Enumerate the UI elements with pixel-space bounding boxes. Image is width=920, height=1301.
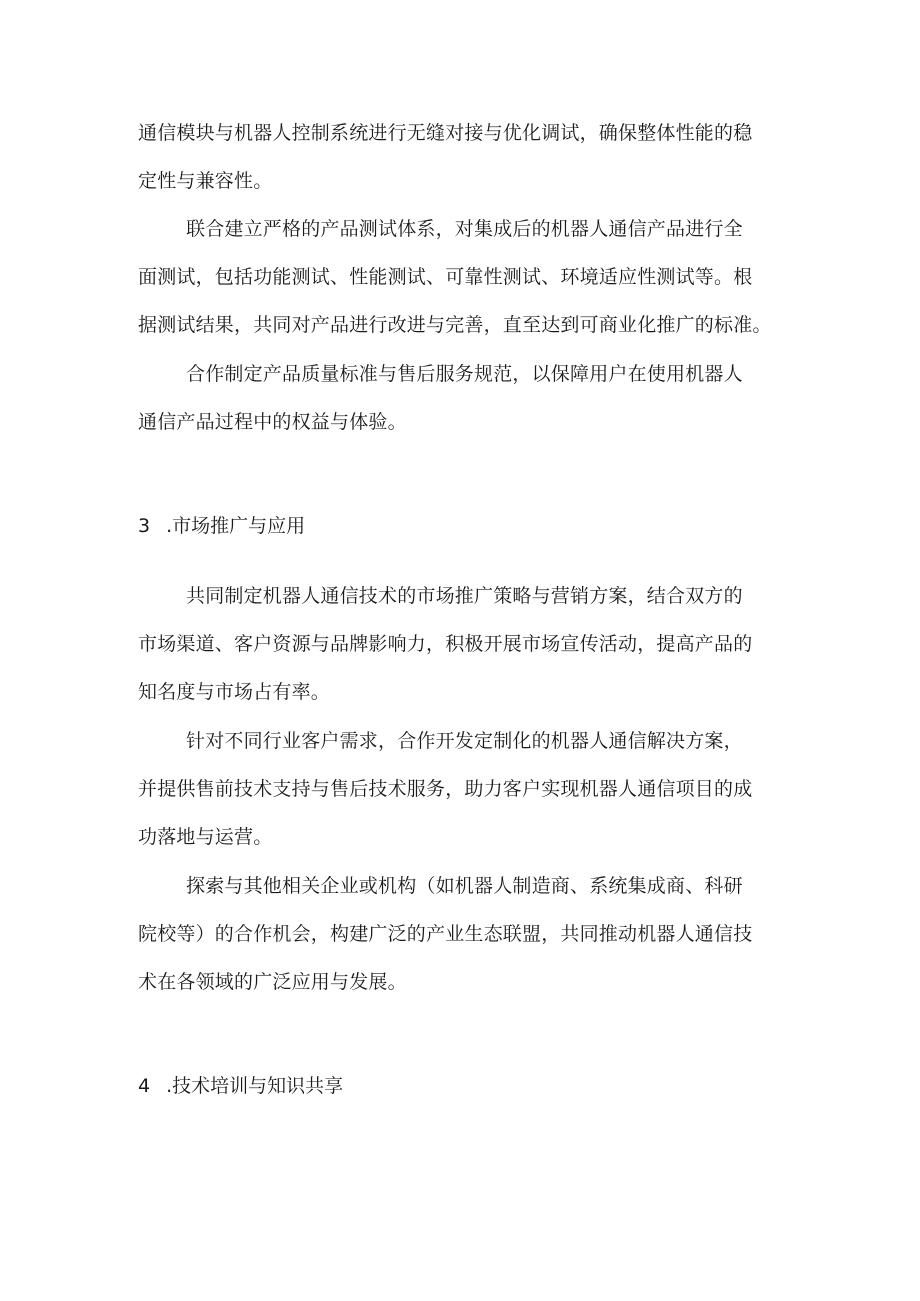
section-heading-3-number: 3 — [138, 515, 151, 537]
paragraph-6-line-2: 院校等）的合作机会，构建广泛的产业生态联盟，共同推动机器人通信技 — [138, 923, 753, 945]
paragraph-5-line-3: 功落地与运营。 — [138, 826, 273, 848]
section-heading-4-number: 4 — [138, 1075, 151, 1097]
section-heading-3-text: .市场推广与应用 — [166, 515, 306, 537]
paragraph-1-line-2: 定性与兼容性。 — [138, 170, 273, 192]
paragraph-2-line-2: 面测试，包括功能测试、性能测试、可靠性测试、环境适应性测试等。根 — [138, 266, 753, 288]
section-heading-4 — [138, 1074, 343, 1098]
paragraph-4-line-3: 知名度与市场占有率。 — [138, 681, 331, 703]
paragraph-2-line-3: 据测试结果，共同对产品进行改进与完善，直至达到可商业化推广的标准。 — [138, 314, 772, 336]
paragraph-4-line-1: 共同制定机器人通信技术的市场推广策略与营销方案，结合双方的 — [186, 585, 743, 607]
section-heading-4-text: .技术培训与知识共享 — [166, 1075, 344, 1097]
paragraph-1-line-1: 通信模块与机器人控制系统进行无缝对接与优化调试，确保整体性能的稳 — [138, 122, 753, 144]
paragraph-4-line-2: 市场渠道、客户资源与品牌影响力，积极开展市场宣传活动，提高产品的 — [138, 633, 753, 655]
paragraph-6-line-3: 术在各领域的广泛应用与发展。 — [138, 971, 407, 993]
paragraph-3-line-2: 通信产品过程中的权益与体验。 — [138, 411, 407, 433]
paragraph-5-line-2: 并提供售前技术支持与售后技术服务，助力客户实现机器人通信项目的成 — [138, 778, 753, 800]
paragraph-5-line-1: 针对不同行业客户需求，合作开发定制化的机器人通信解决方案， — [186, 730, 743, 752]
paragraph-2-line-1: 联合建立严格的产品测试体系，对集成后的机器人通信产品进行全 — [186, 218, 743, 240]
section-heading-3 — [138, 514, 305, 538]
paragraph-3-line-1: 合作制定产品质量标准与售后服务规范，以保障用户在使用机器人 — [186, 363, 743, 385]
paragraph-6-line-1: 探索与其他相关企业或机构（如机器人制造商、系统集成商、科研 — [186, 875, 743, 897]
